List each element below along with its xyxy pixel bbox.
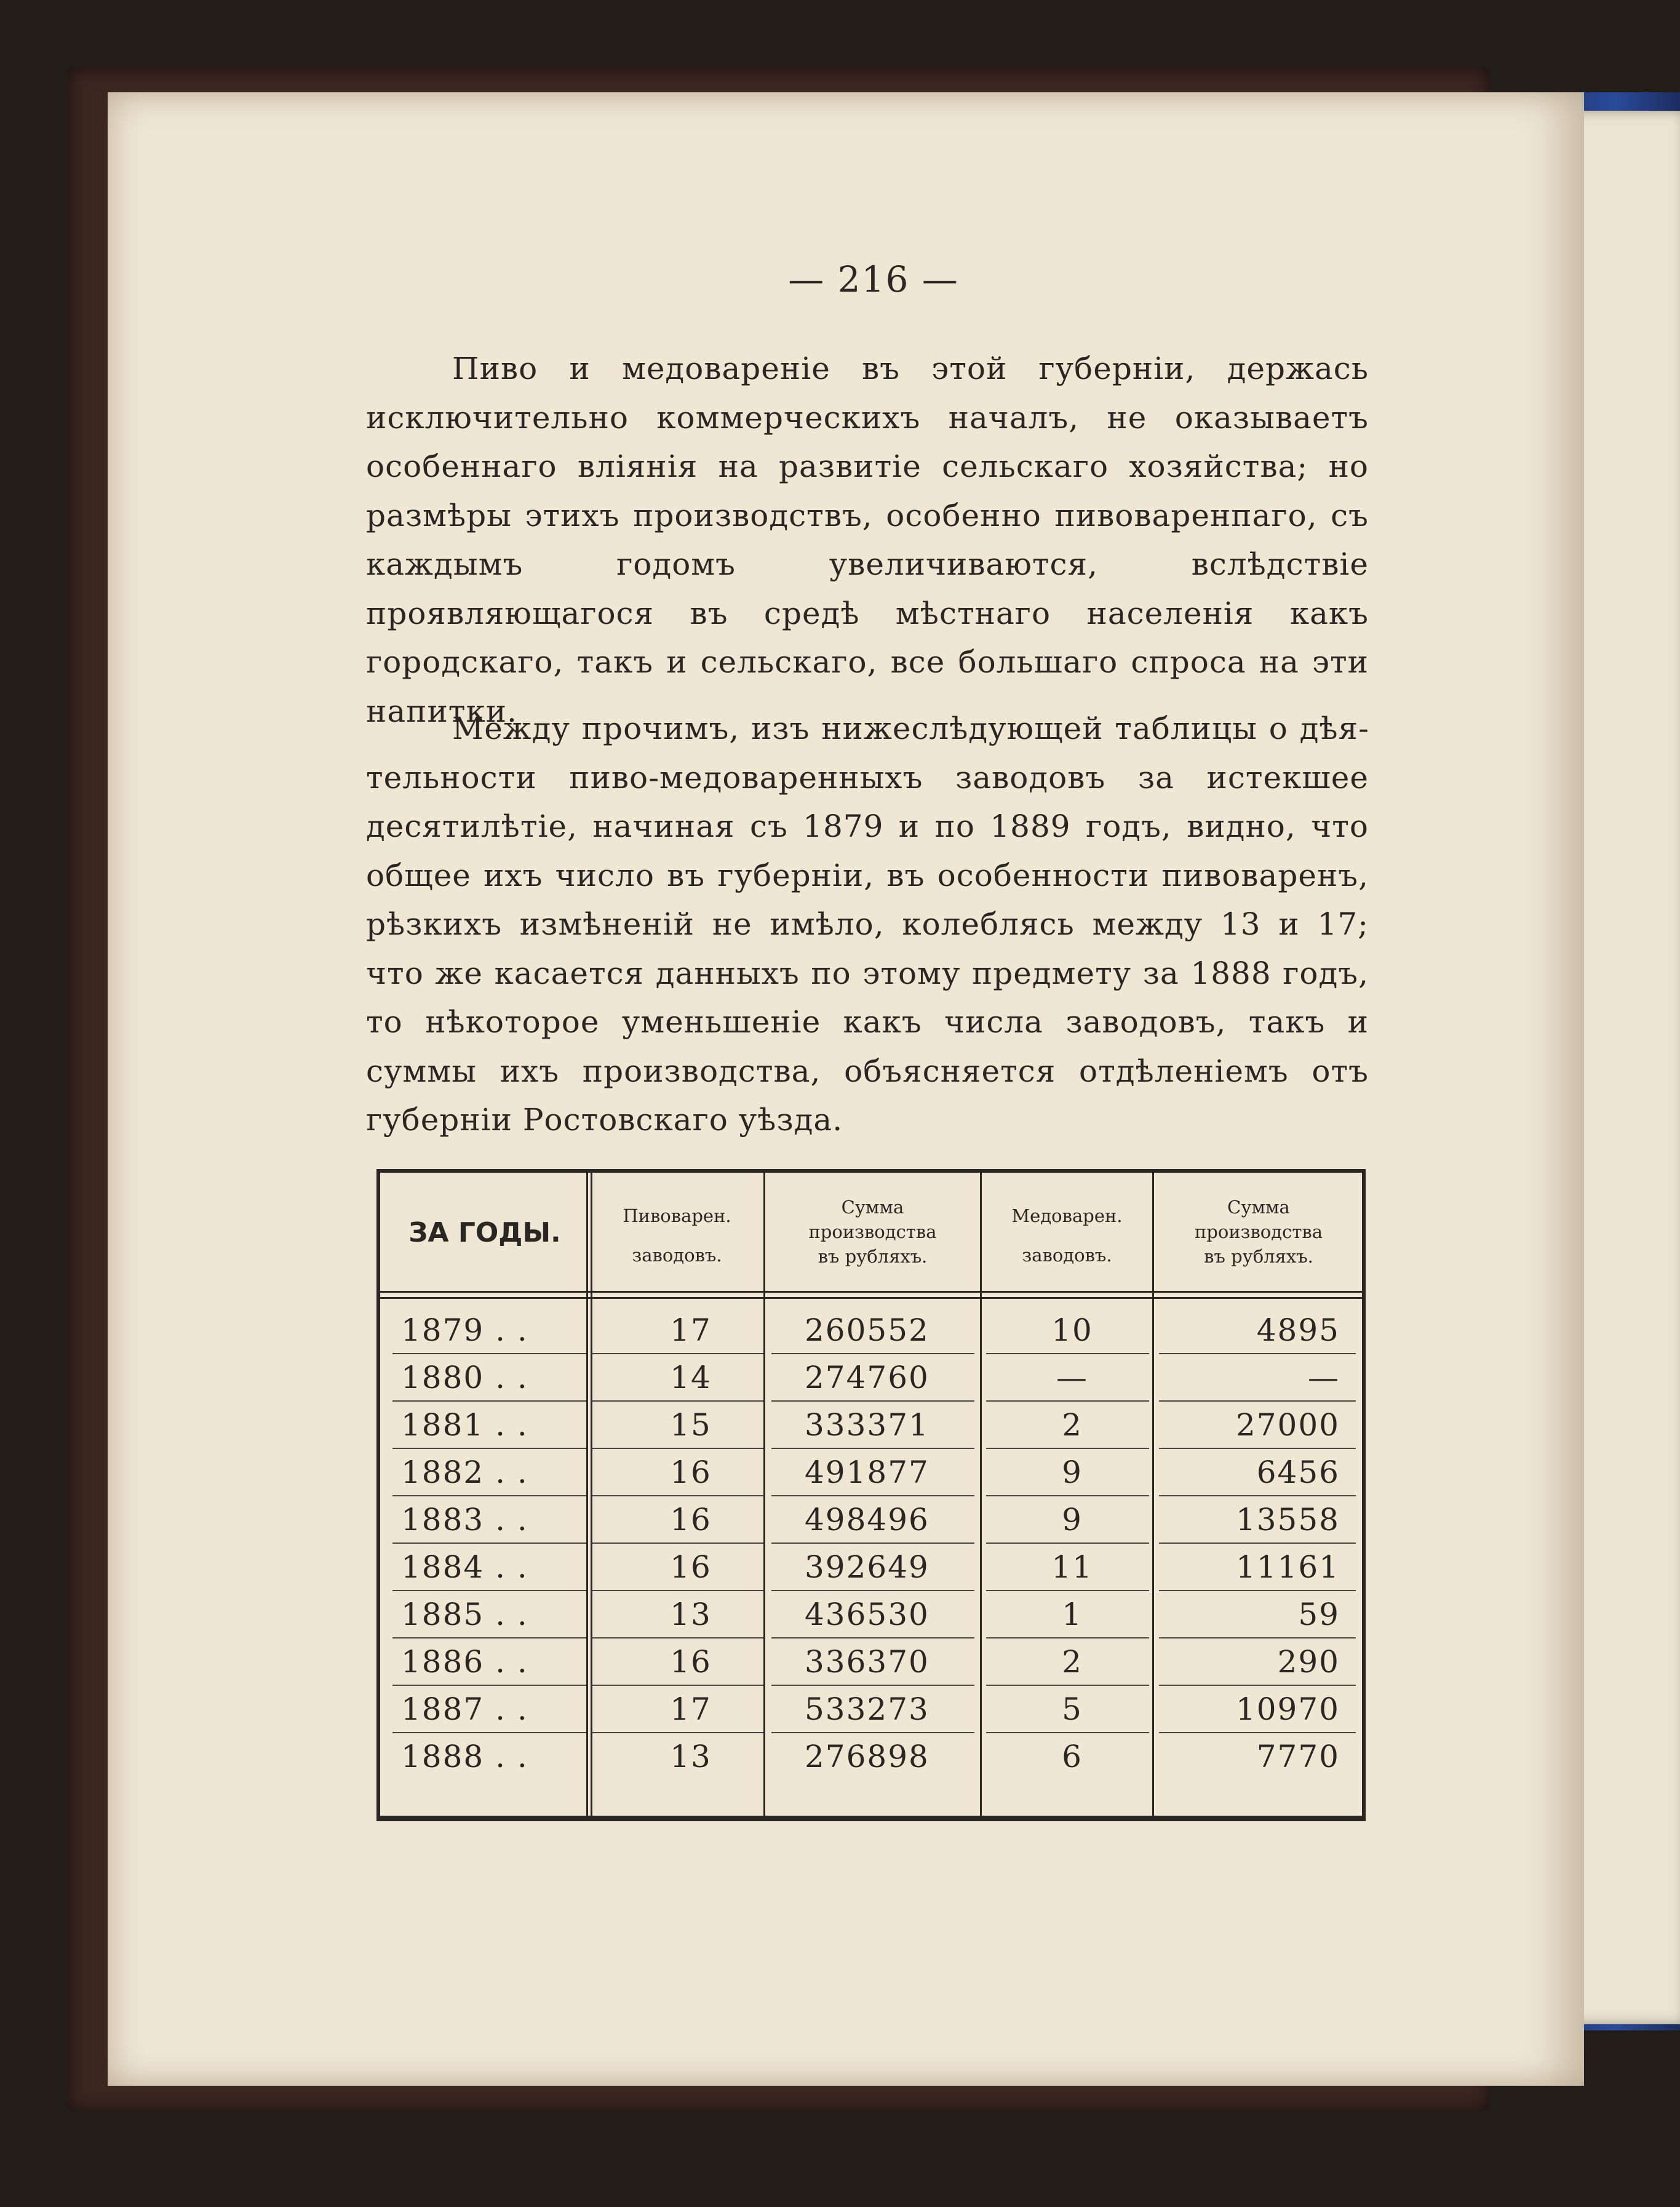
brew-sum-cell: 392649 — [805, 1549, 930, 1585]
breweries-cell: 16 — [670, 1455, 712, 1490]
header-brew-sum: Сумма производства въ рубляхъ. — [808, 1197, 937, 1267]
meaderies-cell: 11 — [1051, 1549, 1093, 1585]
brew-sum-cell: 336370 — [805, 1644, 930, 1680]
mead-sum-cell: 10970 — [1235, 1691, 1340, 1727]
brew-sum-cell: 491877 — [805, 1455, 930, 1490]
header-rule — [380, 1291, 1362, 1293]
page-number: — 216 — — [788, 258, 959, 300]
mead-sum-cell: 290 — [1277, 1644, 1340, 1680]
paragraph-2: Между прочимъ, изъ нижеслѣдующей таблицы о дѣятельности пиво-медоваренныхъ заводовъ за истекшее десятилѣтіе, начиная съ 1879 и по 1889 годъ, видно, что общее ихъ число въ губерніи, въ особенности пивоваренъ, рѣзкихъ измѣненій не имѣло, колеблясь между 13 и 17; что же касается данныхъ по этому предмету за 1888 годъ, то нѣкоторое уменьшеніе какъ числа заводовъ, такъ и суммы ихъ производства, объясняется отдѣленіемъ отъ губерніи Ростовскаго уѣзда. — [366, 711, 1369, 1138]
breweries-cell: 16 — [670, 1644, 712, 1680]
meaderies-cell: 1 — [1062, 1597, 1083, 1632]
header-meaderies: Медоварен. заводовъ. — [1011, 1205, 1123, 1266]
brew-sum-cell: 274760 — [805, 1360, 930, 1395]
mead-sum-cell: 6456 — [1256, 1455, 1340, 1490]
meaderies-cell: 10 — [1051, 1312, 1093, 1348]
brew-sum-cell: 276898 — [805, 1739, 930, 1774]
breweries-cell: 13 — [670, 1597, 712, 1632]
mead-sum-cell: 7770 — [1256, 1739, 1340, 1774]
brewery-table — [376, 1169, 1366, 1821]
meaderies-cell: 2 — [1062, 1644, 1083, 1680]
breweries-cell: 17 — [670, 1691, 712, 1727]
mead-sum-cell: 13558 — [1235, 1502, 1340, 1538]
column-divider — [1152, 1173, 1154, 1816]
mead-sum-cell: 11161 — [1235, 1549, 1340, 1585]
breweries-cell: 16 — [670, 1502, 712, 1538]
year-cell: 1879 . . — [401, 1312, 528, 1348]
year-cell: 1883 . . — [401, 1502, 528, 1538]
year-cell: 1882 . . — [401, 1455, 528, 1490]
brew-sum-cell: 533273 — [805, 1691, 930, 1727]
meaderies-cell: 5 — [1062, 1691, 1083, 1727]
mead-sum-cell: — — [1308, 1360, 1340, 1395]
mead-sum-cell: 27000 — [1235, 1407, 1340, 1443]
breweries-cell: 16 — [670, 1549, 712, 1585]
year-cell: 1887 . . — [401, 1691, 528, 1727]
year-cell: 1884 . . — [401, 1549, 528, 1585]
year-cell: 1888 . . — [401, 1739, 528, 1774]
meaderies-cell: 6 — [1062, 1739, 1083, 1774]
mead-sum-cell: 59 — [1298, 1597, 1340, 1632]
mead-sum-cell: 4895 — [1256, 1312, 1340, 1348]
meaderies-cell: 9 — [1062, 1455, 1083, 1490]
brew-sum-cell: 260552 — [805, 1312, 930, 1348]
breweries-cell: 13 — [670, 1739, 712, 1774]
meaderies-cell: — — [1056, 1360, 1088, 1395]
year-cell: 1881 . . — [401, 1407, 528, 1443]
breweries-cell: 14 — [670, 1360, 712, 1395]
year-cell: 1880 . . — [401, 1360, 528, 1395]
paragraph-1: Пиво и медовареніе въ этой губерніи, держась исключительно коммерческихъ началъ, не оказываетъ особеннаго вліянія на развитіе сельскаго хозяйства; но размѣры этихъ производствъ, особенно пивоваренпаго, съ каждымъ годомъ увеличиваются, вслѣдствіе проявляющагося въ средѣ мѣстнаго населенія какъ городскаго, такъ и сельскаго, все большаго спроса на эти напитки. — [366, 351, 1369, 729]
column-divider-double — [586, 1173, 592, 1816]
breweries-cell: 15 — [670, 1407, 712, 1443]
header-breweries: Пивоварен. заводовъ. — [623, 1205, 731, 1266]
year-cell: 1885 . . — [401, 1597, 528, 1632]
header-years: ЗА ГОДЫ. — [408, 1217, 561, 1248]
meaderies-cell: 2 — [1062, 1407, 1083, 1443]
brew-sum-cell: 436530 — [805, 1597, 930, 1632]
brew-sum-cell: 333371 — [805, 1407, 930, 1443]
year-cell: 1886 . . — [401, 1644, 528, 1680]
meaderies-cell: 9 — [1062, 1502, 1083, 1538]
header-rule — [380, 1297, 1362, 1299]
brew-sum-cell: 498496 — [805, 1502, 930, 1538]
breweries-cell: 17 — [670, 1312, 712, 1348]
header-mead-sum: Сумма производства въ рубляхъ. — [1194, 1197, 1323, 1267]
